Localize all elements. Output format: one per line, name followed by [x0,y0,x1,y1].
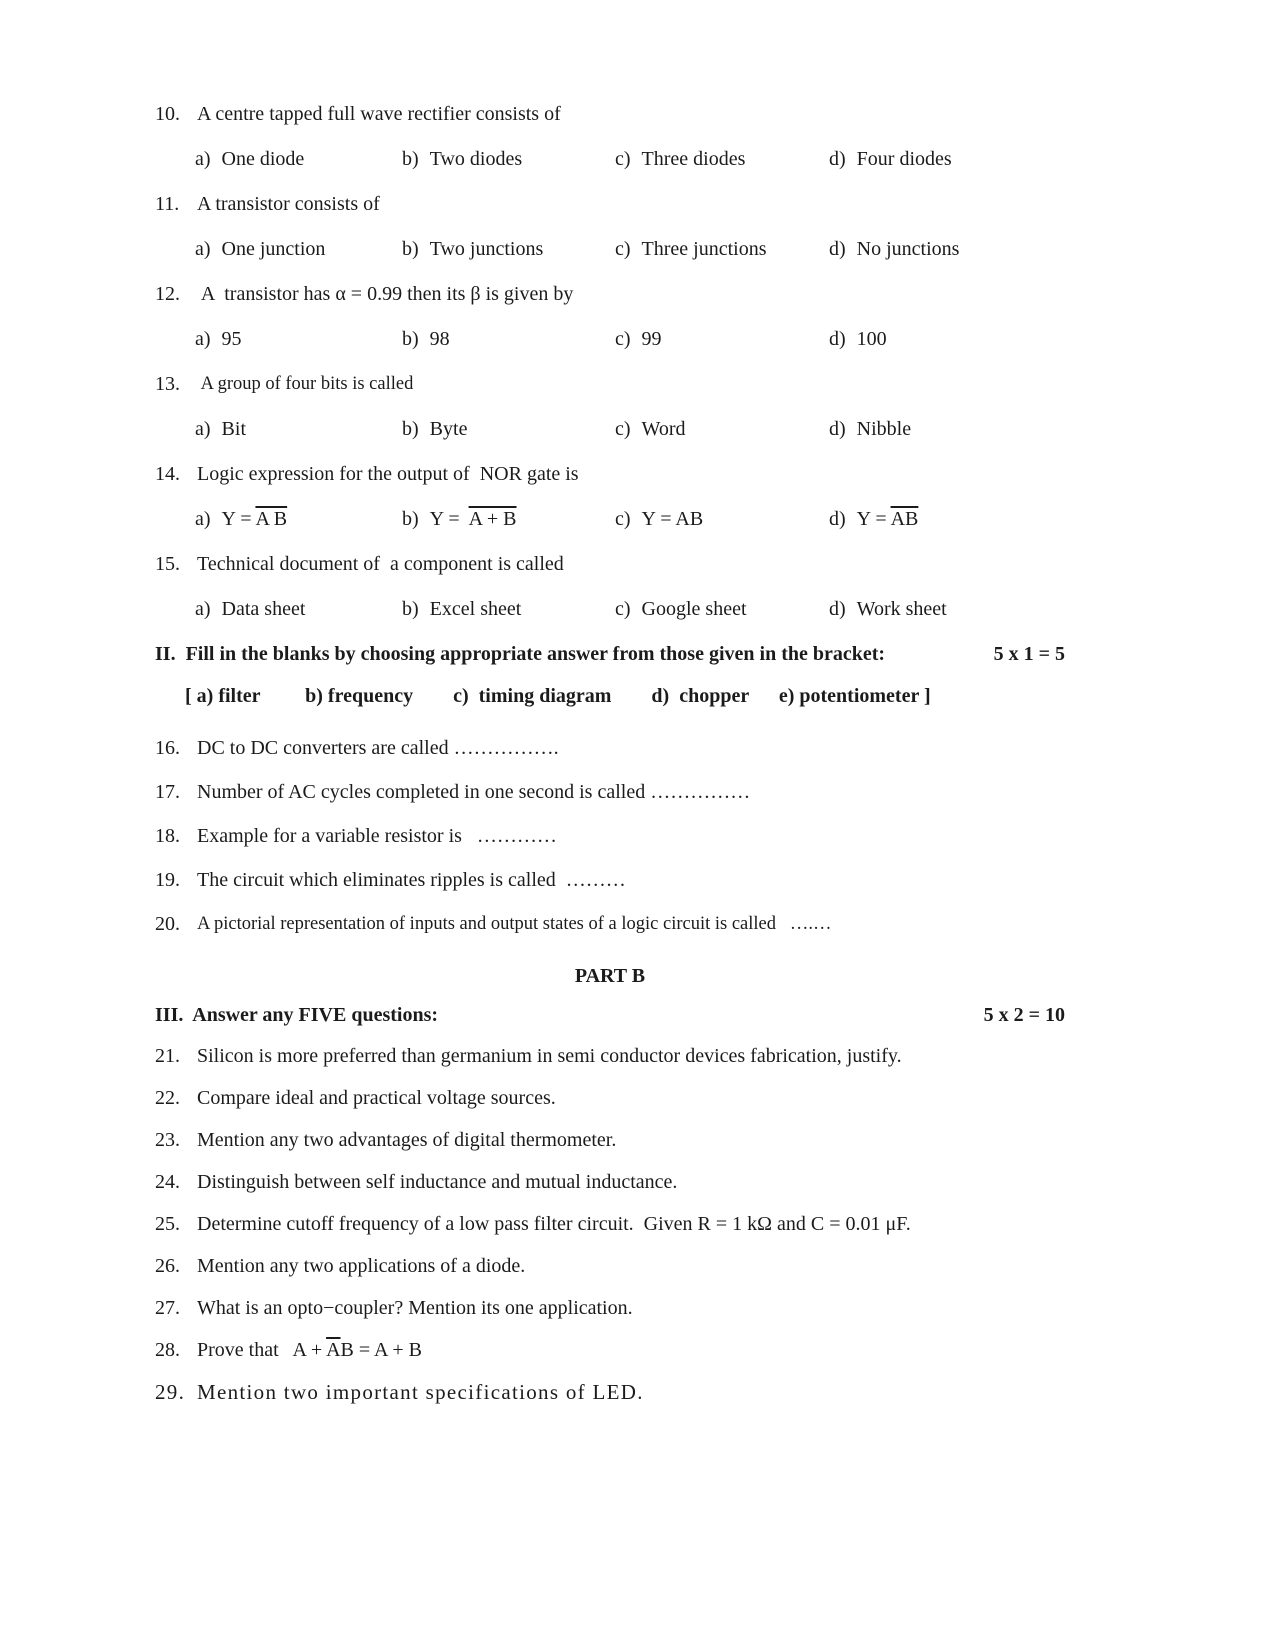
question-stem: A transistor has α = 0.99 then its β is given by [197,283,574,305]
option-text: 100 [856,328,887,350]
option-text: Four diodes [856,148,952,170]
option-label: b) [402,598,419,620]
option-a [195,415,402,443]
options-row [195,505,1065,533]
question-number: 20. [155,913,180,935]
question-text: The circuit which eliminates ripples is called ……… [197,869,626,891]
section-2-marks: 5 x 1 = 5 [993,643,1065,665]
option-label: b) [402,238,419,260]
part-b-section [155,962,1065,1406]
question-28 [155,1336,1065,1364]
option-text [857,508,919,530]
option-text: 95 [221,328,242,350]
question-22 [155,1084,1065,1112]
overline-expression: A B [255,508,288,530]
question-16 [155,734,1065,762]
option-label: c) [615,328,631,350]
option-c [615,145,829,173]
option-b [402,235,615,263]
option-label: c) [615,508,631,530]
option-text: Word [641,418,686,440]
expression-pre: Y = [221,508,256,530]
question-number: 24. [155,1171,180,1193]
option-d [829,505,1065,533]
option-text [222,508,288,530]
question-text: Compare ideal and practical voltage sources. [197,1087,556,1109]
option-b [402,325,615,353]
option-label: b) [402,148,419,170]
option-label: c) [615,148,631,170]
option-text: One junction [221,238,326,260]
expression-pre: Prove that A + [197,1339,327,1361]
option-a [195,145,402,173]
question-20 [155,910,1065,938]
option-text: Three junctions [641,238,767,260]
option-label: a) [195,148,211,170]
option-label: b) [402,328,419,350]
option-d [829,325,1065,353]
question-stem-line [155,190,1065,218]
part-b-title: PART B [574,965,646,987]
question-number: 11. [155,193,180,215]
option-d [829,415,1065,443]
question-11 [155,190,1065,263]
option-text: Data sheet [221,598,306,620]
question-number: 16. [155,737,180,759]
section-2-heading: II. Fill in the blanks by choosing appropriate answer from those given in the bracket: [155,643,886,665]
option-text: No junctions [856,238,960,260]
question-stem-line [155,550,1065,578]
option-a [195,505,402,533]
options-row [195,415,1065,443]
option-text: Bit [221,418,246,440]
expression-pre: Y = AB [641,508,704,530]
question-number: 23. [155,1129,180,1151]
question-number: 19. [155,869,180,891]
question-number: 26. [155,1255,180,1277]
fill-blanks-section [155,640,1065,938]
option-label: b) [402,508,419,530]
question-text: Mention any two applications of a diode. [197,1255,526,1277]
question-17 [155,778,1065,806]
question-text: Distinguish between self inductance and mutual inductance. [197,1171,678,1193]
question-number: 12. [155,283,180,305]
option-text: Two junctions [429,238,544,260]
overline-expression: $\overline{A}$ [326,1339,341,1361]
question-stem-line [155,370,1065,398]
question-19 [155,866,1065,894]
option-text: 98 [429,328,450,350]
section-2-heading-line [155,640,1065,668]
option-c [615,415,829,443]
option-label: a) [195,328,211,350]
section-3-heading-line [155,1001,1065,1029]
question-number: 17. [155,781,180,803]
option-b [402,505,615,533]
question-27 [155,1294,1065,1322]
question-number: 13. [155,373,180,395]
mcq-section [155,100,1065,623]
overline-expression: $\overline{AB}$ [890,508,919,530]
option-text: Work sheet [856,598,947,620]
option-label: c) [615,418,631,440]
option-label: c) [615,238,631,260]
question-stem-line [155,460,1065,488]
question-stem: Technical document of a component is called [197,553,564,575]
option-b [402,415,615,443]
option-label: a) [195,508,211,530]
options-row [195,595,1065,623]
question-number: 14. [155,463,180,485]
section-3-marks: 5 x 2 = 10 [983,1004,1065,1026]
option-d [829,595,1065,623]
question-text: Mention two important specifications of LED. [197,1380,644,1404]
question-text: Mention any two advantages of digital thermometer. [197,1129,617,1151]
question-number: 22. [155,1087,180,1109]
question-number: 15. [155,553,180,575]
expression-pre: Y = [429,508,469,530]
option-label: d) [829,598,846,620]
question-number: 28. [155,1339,180,1361]
question-number: 27. [155,1297,180,1319]
answer-bracket: [ a) filter b) frequency c) timing diagram d) chopper e) potentiometer ] [185,685,931,707]
option-text: Two diodes [429,148,523,170]
option-label: b) [402,418,419,440]
expression-post: B = A + B [340,1339,422,1361]
option-c [615,235,829,263]
option-c [615,325,829,353]
option-text: Google sheet [641,598,747,620]
option-label: d) [829,238,846,260]
section-3-heading: III. Answer any FIVE questions: [155,1004,439,1026]
option-label: d) [829,328,846,350]
options-row [195,325,1065,353]
option-a [195,595,402,623]
question-10 [155,100,1065,173]
question-number: 25. [155,1213,180,1235]
option-label: d) [829,148,846,170]
question-26 [155,1252,1065,1280]
option-label: d) [829,508,846,530]
expression-pre: Y = [856,508,891,530]
option-text: 99 [641,328,662,350]
option-d [829,235,1065,263]
page-content [155,100,1065,1420]
question-text: What is an opto−coupler? Mention its one application. [197,1297,633,1319]
question-15 [155,550,1065,623]
option-text: Three diodes [641,148,746,170]
question-12 [155,280,1065,353]
option-text: Excel sheet [429,598,522,620]
question-29 [155,1378,1065,1406]
question-23 [155,1126,1065,1154]
option-text: Nibble [856,418,912,440]
option-a [195,235,402,263]
option-a [195,325,402,353]
question-stem: Logic expression for the output of NOR gate is [197,463,579,485]
question-25 [155,1210,1065,1238]
question-24 [155,1168,1065,1196]
question-21 [155,1042,1065,1070]
question-text: A pictorial representation of inputs and output states of a logic circuit is called ….… [197,914,832,934]
option-label: a) [195,238,211,260]
question-number: 29. [155,1380,186,1404]
option-b [402,595,615,623]
options-row [195,145,1065,173]
question-stem-line [155,100,1065,128]
option-d [829,145,1065,173]
question-number: 18. [155,825,180,847]
option-text [430,508,517,530]
question-14 [155,460,1065,533]
option-label: a) [195,598,211,620]
option-text: One diode [221,148,305,170]
question-text: Number of AC cycles completed in one second is called …………… [197,781,751,803]
question-stem-line [155,280,1065,308]
option-label: d) [829,418,846,440]
question-13 [155,370,1065,443]
question-stem: A group of four bits is called [197,374,414,394]
option-c [615,505,829,533]
question-number: 10. [155,103,180,125]
question-stem: A transistor consists of [197,193,380,215]
question-text: DC to DC converters are called ……………. [197,737,559,759]
question-text: Example for a variable resistor is ………… [197,825,557,847]
question-stem: A centre tapped full wave rectifier consists of [197,103,561,125]
question-text: Silicon is more preferred than germanium in semi conductor devices fabrication, justify. [197,1045,902,1067]
question-18 [155,822,1065,850]
options-row [195,235,1065,263]
question-number: 21. [155,1045,180,1067]
option-label: c) [615,598,631,620]
option-label: a) [195,418,211,440]
option-b [402,145,615,173]
overline-expression: A + B [468,508,517,530]
option-text [642,508,704,530]
question-text: Determine cutoff frequency of a low pass filter circuit. Given R = 1 kΩ and C = 0.01 μF. [197,1213,911,1235]
option-c [615,595,829,623]
option-text: Byte [429,418,468,440]
question-text [197,1336,422,1364]
